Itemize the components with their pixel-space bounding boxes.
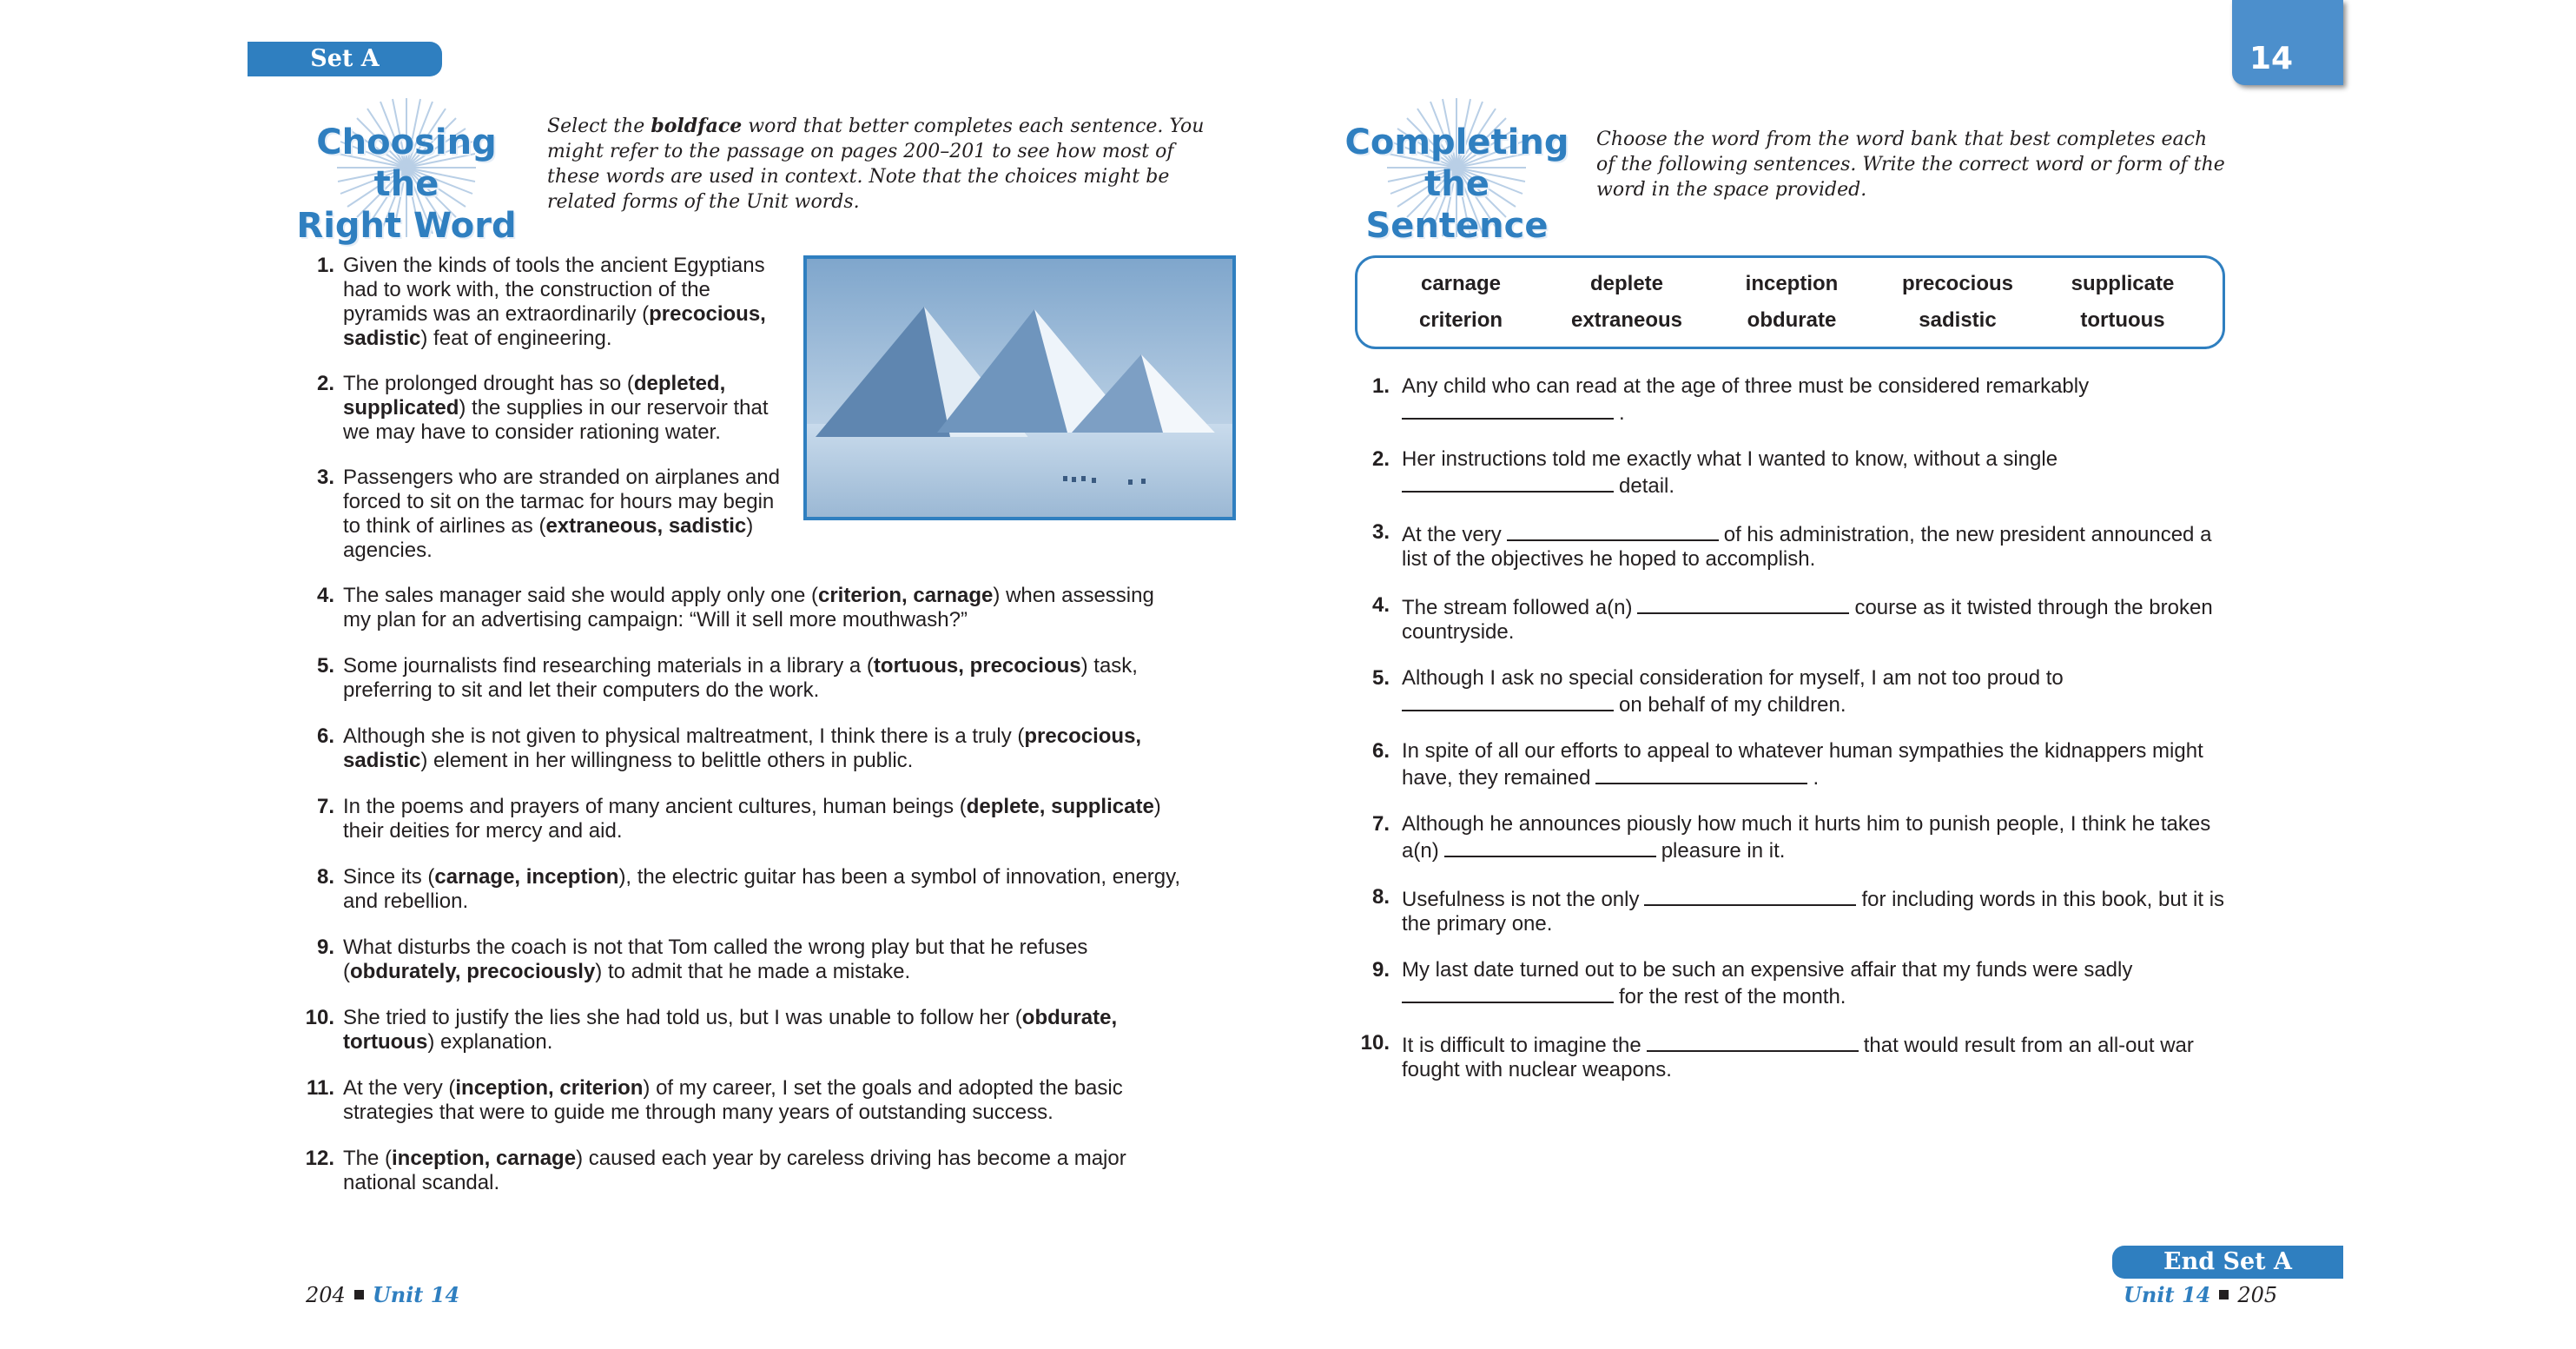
item-text-segment: The stream followed a(n) — [1402, 596, 1633, 619]
item-text-pre: Since its ( — [343, 865, 435, 889]
item-text-segment: Usefulness is not the only — [1402, 888, 1640, 911]
word-bank-word: obdurate — [1747, 308, 1837, 332]
item-text-segment: It is difficult to imagine the — [1402, 1034, 1641, 1057]
section-title-line1: Completing — [1344, 122, 1569, 162]
left-instructions — [547, 114, 1216, 215]
item-number: 8. — [316, 865, 334, 889]
item-text-segment: that would result from an all-out war — [1863, 1034, 2194, 1057]
square-bullet-icon — [354, 1290, 364, 1299]
square-bullet-icon — [2219, 1290, 2229, 1299]
item-number: 4. — [316, 584, 334, 607]
item-text-pre: Passengers who are stranded on airplanes and forced to sit on the tarmac for hours may begin to think of airlines as ( — [343, 466, 780, 538]
item-choice[interactable]: inception, carnage — [392, 1147, 577, 1170]
item-number: 2. — [1371, 447, 1390, 471]
item-choice[interactable]: criterion, carnage — [817, 584, 994, 607]
item-text-post: ) their deities for mercy and aid. — [343, 795, 1161, 843]
item-text-post: ) feat of engineering. — [420, 327, 612, 350]
item-number: 4. — [1371, 593, 1390, 617]
footer-unit: Unit 14 — [2124, 1282, 2211, 1307]
item-text — [343, 254, 795, 351]
item-number: 7. — [1371, 812, 1390, 836]
word-bank-word: supplicate — [2071, 272, 2175, 295]
item-text-post: ), the electric guitar has been a symbol of innovation, energy, and rebellion. — [343, 865, 1181, 913]
item-text — [1402, 374, 2236, 426]
item-text-segment: Any child who can read at the age of three must be considered remarkably — [1402, 374, 2090, 398]
footer-unit: Unit 14 — [372, 1282, 460, 1307]
item-number: 7. — [316, 795, 334, 818]
item-text-post: ) of my career, I set the goals and adopted the basic strategies that were to guide me through many years of outstanding success. — [343, 1076, 1123, 1124]
item-text-pre: The sales manager said she would apply only one ( — [343, 584, 818, 607]
right-instructions: Choose the word from the word bank that best completes each of the following sentences. Write the correct word or form of the word in the space provided. — [1596, 129, 2225, 201]
answer-blank[interactable] — [1637, 593, 1849, 614]
answer-blank[interactable] — [1644, 885, 1856, 906]
item-choice[interactable]: depleted, supplicated — [343, 372, 726, 420]
answer-blank[interactable] — [1444, 837, 1656, 857]
item-number: 1. — [316, 254, 334, 277]
item-text-pre: What disturbs the coach is not that Tom called the wrong play but that he refuses ( — [343, 936, 1088, 983]
pyramids-illustration — [807, 259, 1232, 517]
word-bank-row — [1357, 303, 2223, 338]
instructions-text: word that better completes each sentence. You might refer to the passage on pages 200–201 to see how most of these words are used in context. Note that the choices might be related forms of the Unit words. — [547, 116, 1205, 213]
item-choice[interactable]: obdurate, tortuous — [343, 1006, 1118, 1054]
word-bank-word: carnage — [1420, 272, 1502, 295]
item-text-post: ) to admit that he made a mistake. — [595, 960, 911, 983]
item-text-segment: My last date turned out to be such an expensive affair that my funds were sadly — [1402, 958, 2133, 982]
item-text-pre: Although she is not given to physical maltreatment, I think there is a truly ( — [343, 724, 1025, 748]
set-label: Set A — [248, 42, 442, 76]
end-set-label: End Set A — [2112, 1246, 2343, 1279]
word-bank — [1355, 255, 2225, 349]
item-number: 2. — [316, 372, 334, 395]
answer-blank[interactable] — [1402, 691, 1614, 711]
item-text-segment: countryside. — [1402, 620, 1515, 644]
item-number: 5. — [1371, 666, 1390, 690]
answer-blank[interactable] — [1402, 399, 1614, 420]
item-number: 10. — [1360, 1031, 1390, 1055]
item-text — [343, 795, 1186, 843]
item-number: 6. — [1371, 739, 1390, 763]
page-number-tab — [2232, 0, 2343, 85]
item-choice[interactable]: tortuous, precocious — [873, 654, 1081, 678]
item-choice[interactable]: obdurately, precociously — [350, 960, 596, 983]
item-text — [343, 1006, 1186, 1055]
item-text-post: ) element in her willingness to belittle others in public. — [420, 749, 914, 772]
item-text — [343, 584, 1186, 632]
item-number: 3. — [316, 466, 334, 489]
instructions-text: Select the — [547, 116, 651, 137]
item-text-segment: Her instructions told me exactly what I wanted to know, without a single — [1402, 447, 2058, 471]
left-footer — [306, 1282, 459, 1308]
item-text-pre: The prolonged drought has so ( — [343, 372, 634, 395]
item-text — [1402, 520, 2236, 572]
item-text-post: ) when assessing my plan for an advertising campaign: “Will it sell more mouthwash?” — [343, 584, 1154, 632]
item-text-segment: for the rest of the month. — [1619, 985, 1846, 1008]
answer-blank[interactable] — [1402, 982, 1614, 1003]
item-text-segment: . — [1813, 766, 1820, 790]
item-text-segment: course as it twisted through the broken — [1854, 596, 2213, 619]
right-footer — [2124, 1282, 2277, 1308]
item-text-segment: . — [1619, 401, 1625, 425]
word-bank-word: criterion — [1418, 308, 1503, 332]
item-number: 3. — [1371, 520, 1390, 544]
word-bank-word: precocious — [1901, 272, 2014, 295]
item-text — [343, 936, 1186, 984]
item-text-post: ) explanation. — [427, 1030, 553, 1054]
item-number: 9. — [1371, 958, 1390, 982]
item-text-segment: a(n) — [1402, 839, 1439, 863]
item-text — [343, 654, 1186, 703]
item-text-segment: Although he announces piously how much it hurts him to punish people, I think he takes — [1402, 812, 2211, 836]
item-text-segment: on behalf of my children. — [1619, 693, 1846, 717]
item-text-segment: Although I ask no special consideration for myself, I am not too proud to — [1402, 666, 2064, 690]
item-choice[interactable]: carnage, inception — [434, 865, 619, 889]
item-text — [1402, 666, 2236, 717]
item-text-segment: fought with nuclear weapons. — [1402, 1058, 1672, 1081]
item-choice[interactable]: precocious, sadistic — [343, 302, 766, 350]
word-bank-word: extraneous — [1570, 308, 1683, 332]
item-choice[interactable]: deplete, supplicate — [966, 795, 1154, 818]
item-text — [1402, 1031, 2236, 1082]
section-title-choosing — [285, 122, 528, 247]
item-text-post: ) agencies. — [343, 514, 754, 562]
item-text — [1402, 739, 2236, 790]
item-number: 10. — [305, 1006, 334, 1029]
item-text — [1402, 812, 2236, 863]
item-text-segment: list of the objectives he hoped to accomplish. — [1402, 547, 1816, 571]
item-text-post: ) task, preferring to sit and let their computers do the work. — [343, 654, 1138, 702]
item-text-segment: pleasure in it. — [1661, 839, 1786, 863]
word-bank-word: tortuous — [2080, 308, 2165, 332]
item-text-pre: Given the kinds of tools the ancient Egyptians had to work with, the construction of the pyramids was an extraordinarily ( — [343, 254, 765, 326]
word-bank-word: deplete — [1589, 272, 1664, 295]
item-text-pre: In the poems and prayers of many ancient cultures, human beings ( — [343, 795, 967, 818]
footer-page-number: 204 — [306, 1283, 346, 1307]
item-text-pre: She tried to justify the lies she had told us, but I was unable to follow her ( — [343, 1006, 1022, 1029]
item-text — [1402, 447, 2236, 499]
item-text — [1402, 885, 2236, 936]
item-number: 6. — [316, 724, 334, 748]
item-text — [1402, 958, 2236, 1009]
item-text — [343, 466, 795, 563]
pyramids-image — [803, 255, 1236, 520]
item-text-post: ) the supplies in our reservoir that we may have to consider rationing water. — [343, 396, 769, 444]
item-text-segment: the primary one. — [1402, 912, 1553, 936]
item-choice[interactable]: precocious, sadistic — [343, 724, 1142, 772]
item-number: 11. — [306, 1076, 334, 1100]
section-title-line1: Choosing the — [316, 122, 497, 204]
word-bank-word: inception — [1745, 272, 1839, 295]
item-text-pre: Some journalists find researching materials in a library a ( — [343, 654, 874, 678]
item-text-segment: for including words in this book, but it is — [1861, 888, 2225, 911]
item-text-segment: In spite of all our efforts to appeal to whatever human sympathies the kidnappers might — [1402, 739, 2203, 763]
answer-blank[interactable] — [1647, 1031, 1859, 1052]
item-text-post: ) caused each year by careless driving has become a major national scandal. — [343, 1147, 1126, 1194]
item-number: 8. — [1371, 885, 1390, 909]
word-bank-word: sadistic — [1919, 308, 1997, 332]
item-number: 1. — [1371, 374, 1390, 398]
item-choice[interactable]: extraneous, sadistic — [545, 514, 747, 538]
page-number-label: 14 — [2249, 41, 2294, 76]
item-text — [343, 1076, 1186, 1125]
item-text — [343, 865, 1186, 914]
section-title-completing — [1338, 122, 1576, 247]
item-choice[interactable]: inception, criterion — [455, 1076, 644, 1100]
item-text-segment: have, they remained — [1402, 766, 1591, 790]
item-number: 5. — [316, 654, 334, 678]
section-title-line2: the Sentence — [1365, 164, 1549, 246]
answer-blank[interactable] — [1507, 520, 1719, 541]
item-text — [1402, 593, 2236, 645]
item-text — [343, 1147, 1186, 1195]
item-text-pre: The ( — [343, 1147, 393, 1170]
item-text-segment: detail. — [1619, 474, 1675, 498]
item-text-pre: At the very ( — [343, 1076, 456, 1100]
answer-blank[interactable] — [1595, 764, 1807, 784]
item-text-segment: of his administration, the new president announced a — [1723, 523, 2212, 546]
section-title-line2: Right Word — [296, 206, 517, 246]
word-bank-row — [1357, 267, 2223, 301]
item-number: 9. — [316, 936, 334, 959]
item-text-segment: At the very — [1402, 523, 1502, 546]
instructions-bold: boldface — [651, 115, 743, 137]
item-text — [343, 372, 795, 445]
answer-blank[interactable] — [1402, 472, 1614, 493]
item-number: 12. — [305, 1147, 334, 1170]
item-text — [343, 724, 1186, 773]
footer-page-number: 205 — [2237, 1283, 2278, 1307]
